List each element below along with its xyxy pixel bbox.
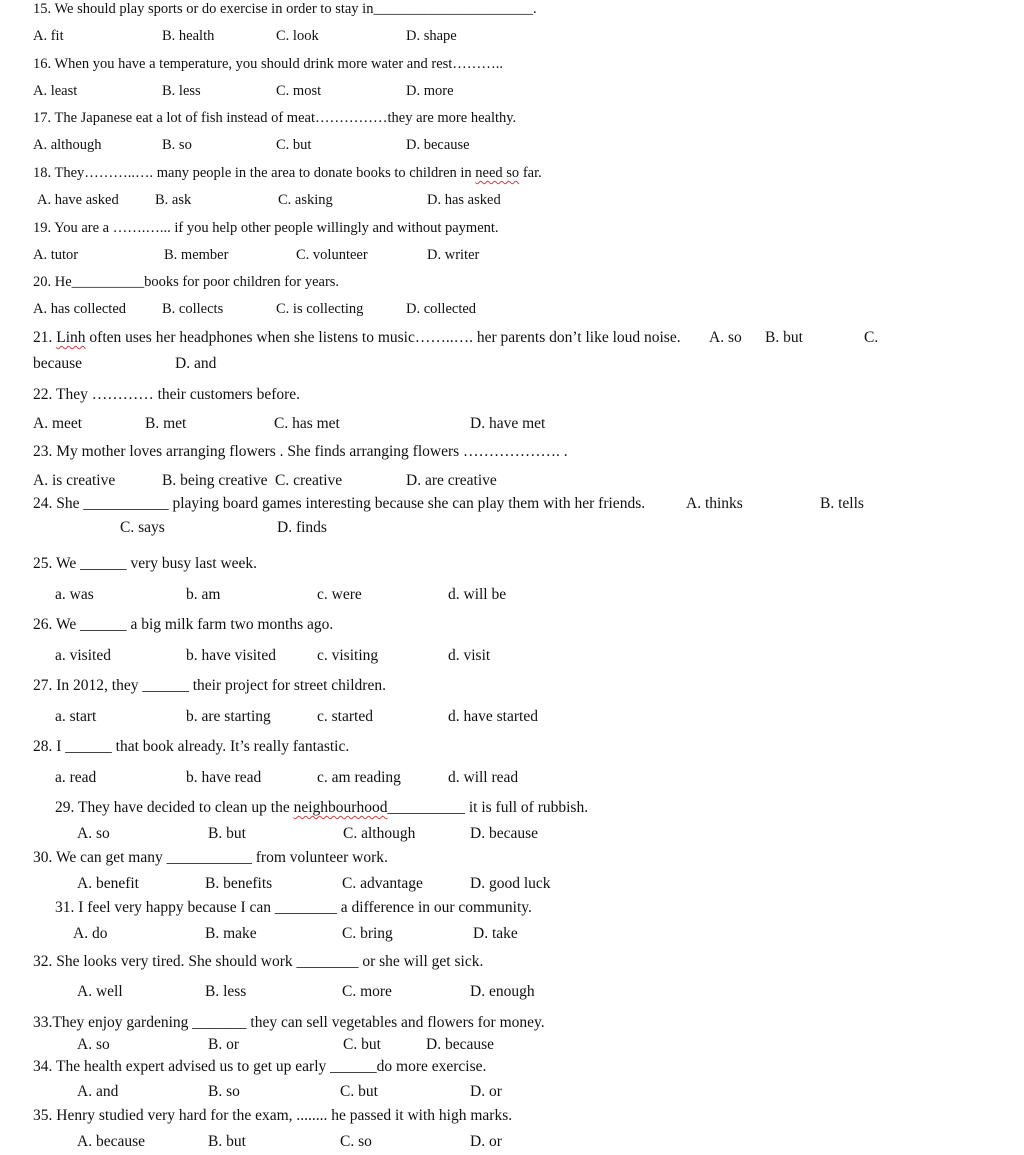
question-26-stem: 26. We ______ a big milk farm two months ago.	[33, 616, 334, 633]
question-30-option-c: C. advantage	[342, 875, 423, 892]
question-17-option-a: A. although	[33, 137, 102, 153]
question-26-option-c: c. visiting	[317, 647, 379, 664]
question-27-option-a: a. start	[55, 708, 97, 725]
question-23-stem: 23. My mother loves arranging flowers . She finds arranging flowers ………………. .	[33, 443, 568, 460]
question-18-stem-text: 18. They………..…. many people in the area to donate books to children in	[33, 165, 476, 181]
question-22-option-d: D. have met	[470, 415, 546, 432]
question-22-option-b: B. met	[145, 415, 187, 432]
question-30-option-a: A. benefit	[77, 875, 139, 892]
question-16-option-b: B. less	[162, 83, 201, 99]
question-26-option-a: a. visited	[55, 647, 111, 664]
question-22-option-a: A. meet	[33, 415, 83, 432]
question-18-stem-end: far.	[519, 165, 542, 181]
question-29-stem-end: __________ it is full of rubbish.	[387, 799, 589, 816]
question-28-option-a: a. read	[55, 769, 97, 786]
question-20-option-d: D. collected	[406, 301, 477, 317]
question-35-option-d: D. or	[470, 1133, 502, 1150]
question-18-option-c: C. asking	[278, 192, 333, 208]
question-18-option-a: A. have asked	[37, 192, 119, 208]
question-32-option-a: A. well	[77, 983, 123, 1000]
question-28-option-d: d. will read	[448, 769, 519, 786]
question-35-option-a: A. because	[77, 1133, 145, 1150]
question-24-option-b: B. tells	[820, 495, 864, 512]
question-16-option-a: A. least	[33, 83, 78, 99]
question-27-option-b: b. are starting	[186, 708, 271, 725]
question-25-option-a: a. was	[55, 586, 94, 603]
question-25-option-c: c. were	[317, 586, 362, 603]
question-17-option-d: D. because	[406, 137, 470, 153]
question-23-option-c: C. creative	[275, 472, 343, 489]
question-21-option-a: A. so	[709, 329, 742, 346]
question-30-option-d: D. good luck	[470, 875, 551, 892]
question-31-option-a: A. do	[73, 925, 108, 942]
question-29-stem-text: 29. They have decided to clean up the	[55, 799, 294, 816]
question-33-stem: 33.They enjoy gardening _______ they can sell vegetables and flowers for money.	[33, 1014, 545, 1031]
spellcheck-underline-word: need so	[475, 165, 520, 181]
question-16-option-c: C. most	[276, 83, 322, 99]
question-19-stem: 19. You are a …….…... if you help other people willingly and without payment.	[33, 220, 499, 236]
question-20-option-b: B. collects	[162, 301, 224, 317]
question-27-option-c: c. started	[317, 708, 373, 725]
question-19-option-a: A. tutor	[33, 247, 79, 263]
question-23-option-d: D. are creative	[406, 472, 497, 489]
question-21-option-d: D. and	[175, 355, 217, 372]
question-33-option-d: D. because	[426, 1036, 494, 1053]
question-18-option-d: D. has asked	[427, 192, 501, 208]
question-23-option-b: B. being creative	[162, 472, 268, 489]
question-21-option-c-text: because	[33, 355, 83, 372]
question-29-stem	[55, 800, 588, 816]
question-24-stem: 24. She ___________ playing board games interesting because she can play them with her friends.	[33, 495, 646, 512]
question-30-option-b: B. benefits	[205, 875, 273, 892]
question-21-stem	[33, 330, 681, 346]
question-34-option-b: B. so	[208, 1083, 240, 1100]
question-21-stem-number: 21.	[33, 329, 57, 346]
question-31-option-c: C. bring	[342, 925, 393, 942]
question-33-option-a: A. so	[77, 1036, 110, 1053]
question-34-stem: 34. The health expert advised us to get up early ______do more exercise.	[33, 1058, 487, 1075]
question-15-option-d: D. shape	[406, 28, 457, 44]
question-24-option-c: C. says	[120, 519, 165, 536]
question-35-option-c: C. so	[340, 1133, 372, 1150]
question-19-option-c: C. volunteer	[296, 247, 368, 263]
question-28-option-b: b. have read	[186, 769, 262, 786]
question-21-option-b: B. but	[765, 329, 803, 346]
question-15-stem: 15. We should play sports or do exercise in order to stay in______________________.	[33, 1, 537, 17]
question-29-option-d: D. because	[470, 825, 538, 842]
question-18-option-b: B. ask	[155, 192, 192, 208]
question-24-option-d: D. finds	[277, 519, 327, 536]
question-32-stem: 32. She looks very tired. She should work ________ or she will get sick.	[33, 953, 484, 970]
question-31-option-b: B. make	[205, 925, 257, 942]
question-34-option-d: D. or	[470, 1083, 502, 1100]
question-28-option-c: c. am reading	[317, 769, 401, 786]
question-32-option-d: D. enough	[470, 983, 535, 1000]
question-17-option-c: C. but	[276, 137, 312, 153]
question-28-stem: 28. I ______ that book already. It’s really fantastic.	[33, 738, 350, 755]
question-23-option-a: A. is creative	[33, 472, 116, 489]
spellcheck-underline-word: neighbourhood	[293, 799, 388, 816]
question-21-stem-text: often uses her headphones when she listens to music……..…. her parents don’t like loud noise.	[85, 329, 681, 346]
question-21-option-c-letter: C.	[864, 329, 879, 346]
question-17-stem: 17. The Japanese eat a lot of fish instead of meat……………they are more healthy.	[33, 110, 517, 126]
question-30-stem: 30. We can get many ___________ from volunteer work.	[33, 849, 388, 866]
question-27-option-d: d. have started	[448, 708, 538, 725]
question-35-stem: 35. Henry studied very hard for the exam, ........ he passed it with high marks.	[33, 1107, 513, 1124]
question-15-option-b: B. health	[162, 28, 215, 44]
question-22-stem: 22. They ………… their customers before.	[33, 386, 301, 403]
question-20-option-c: C. is collecting	[276, 301, 364, 317]
question-34-option-a: A. and	[77, 1083, 119, 1100]
question-15-option-a: A. fit	[33, 28, 64, 44]
question-32-option-c: C. more	[342, 983, 392, 1000]
question-16-option-d: D. more	[406, 83, 454, 99]
question-16-stem: 16. When you have a temperature, you should drink more water and rest………..	[33, 56, 504, 72]
question-32-option-b: B. less	[205, 983, 247, 1000]
question-26-option-b: b. have visited	[186, 647, 276, 664]
question-26-option-d: d. visit	[448, 647, 491, 664]
question-25-option-d: d. will be	[448, 586, 507, 603]
spellcheck-underline-word: Linh	[56, 329, 86, 346]
question-29-option-b: B. but	[208, 825, 246, 842]
question-15-option-c: C. look	[276, 28, 319, 44]
question-19-option-d: D. writer	[427, 247, 480, 263]
question-20-option-a: A. has collected	[33, 301, 127, 317]
question-24-option-a: A. thinks	[686, 495, 743, 512]
question-29-option-a: A. so	[77, 825, 110, 842]
question-25-stem: 25. We ______ very busy last week.	[33, 555, 258, 572]
question-34-option-c: C. but	[340, 1083, 378, 1100]
question-18-stem	[33, 166, 542, 181]
question-17-option-b: B. so	[162, 137, 192, 153]
question-31-stem: 31. I feel very happy because I can ________ a difference in our community.	[55, 899, 532, 916]
question-27-stem: 27. In 2012, they ______ their project for street children.	[33, 677, 386, 694]
question-25-option-b: b. am	[186, 586, 221, 603]
question-22-option-c: C. has met	[274, 415, 340, 432]
question-33-option-b: B. or	[208, 1036, 239, 1053]
question-35-option-b: B. but	[208, 1133, 246, 1150]
question-29-option-c: C. although	[343, 825, 416, 842]
question-19-option-b: B. member	[164, 247, 229, 263]
question-20-stem: 20. He__________books for poor children for years.	[33, 274, 340, 290]
question-33-option-c: C. but	[343, 1036, 381, 1053]
question-31-option-d: D. take	[473, 925, 518, 942]
